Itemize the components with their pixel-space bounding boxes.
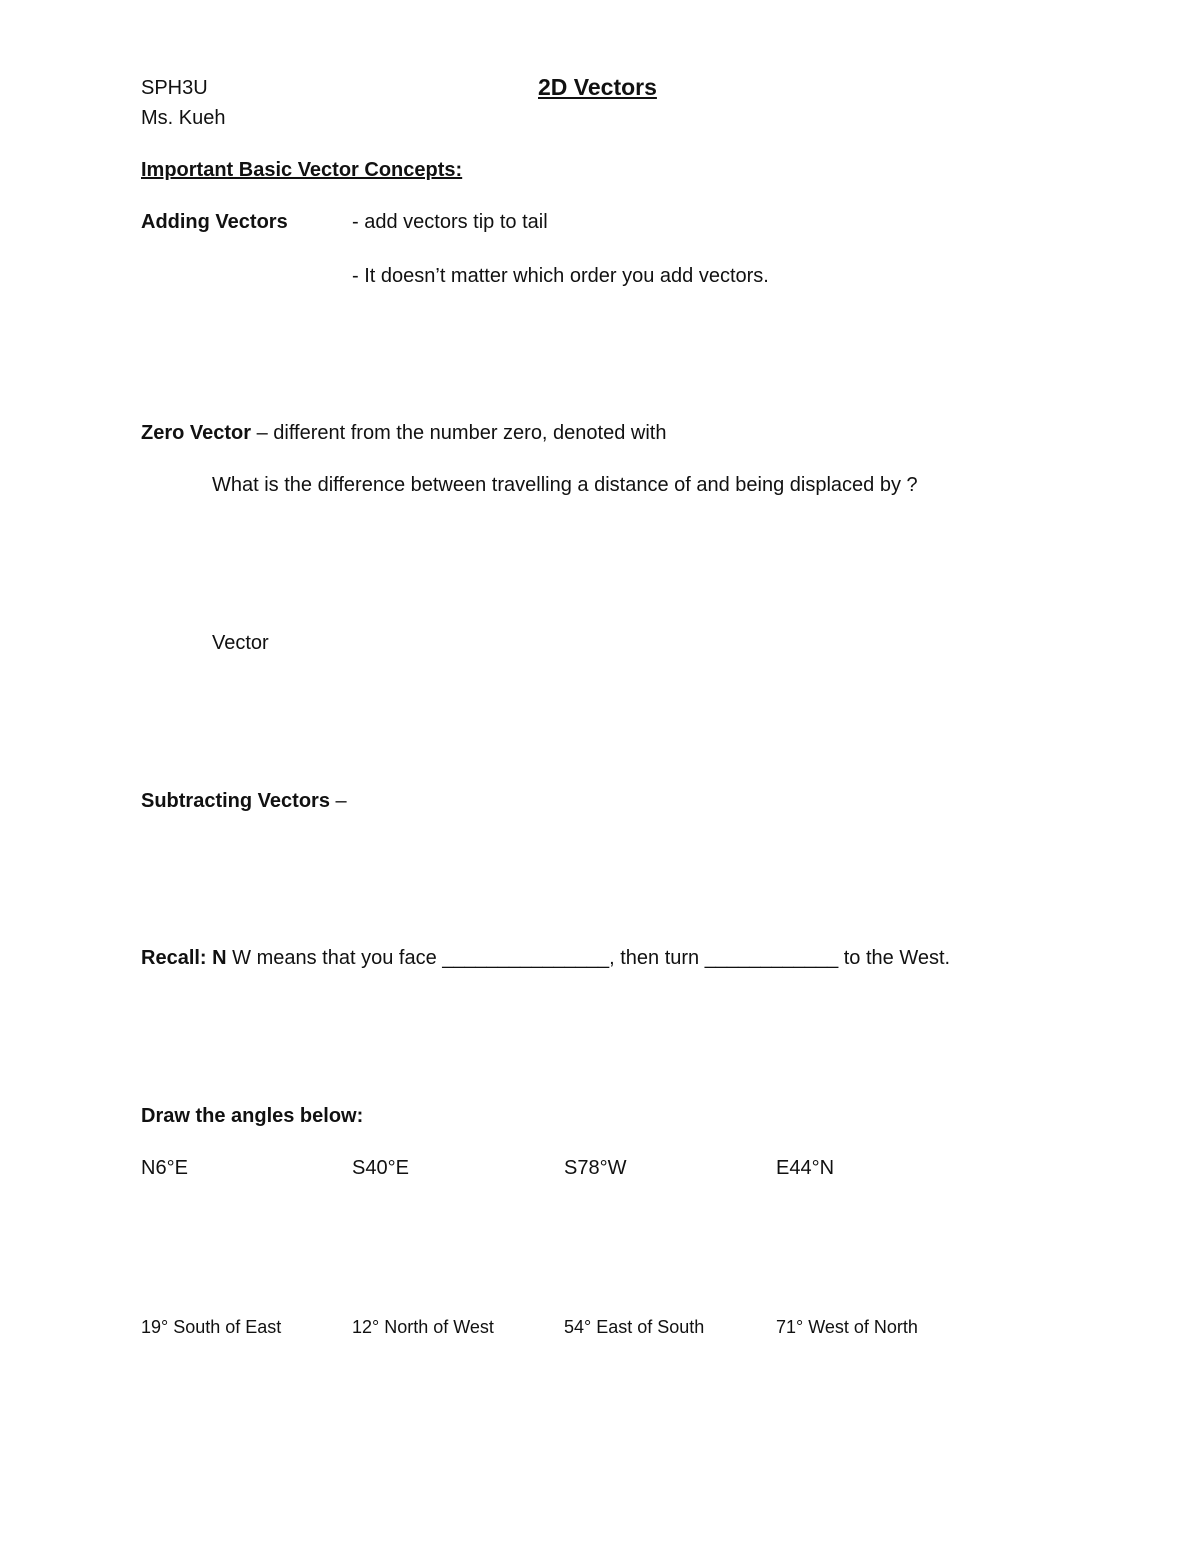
- course-code: SPH3U: [141, 77, 208, 99]
- zero-vector-question: What is the difference between travelling a distance of and being displaced by ?: [212, 474, 918, 496]
- angle-item: E44°N: [776, 1157, 835, 1179]
- teacher-name: Ms. Kueh: [141, 107, 226, 129]
- subtracting-vectors-label: Subtracting Vectors: [141, 790, 330, 812]
- adding-vectors-label: Adding Vectors: [141, 211, 288, 233]
- angles-heading: Draw the angles below:: [141, 1105, 364, 1127]
- zero-vector-label: Zero Vector: [141, 422, 252, 444]
- recall-line: [141, 946, 950, 970]
- adding-vectors-note-1: - add vectors tip to tail: [352, 211, 548, 233]
- angle-item: N6°E: [141, 1157, 188, 1179]
- vector-label: Vector: [212, 632, 269, 654]
- angle-item: 71° West of North: [776, 1317, 918, 1337]
- subtracting-vectors-line: [141, 789, 347, 813]
- adding-vectors-note-2: - It doesn’t matter which order you add vectors.: [352, 265, 769, 287]
- recall-label: Recall: N: [141, 947, 227, 969]
- zero-vector-text: – different from the number zero, denoted with: [251, 422, 667, 444]
- subtracting-vectors-dash: –: [329, 790, 347, 812]
- concepts-heading: Important Basic Vector Concepts:: [141, 159, 463, 181]
- angle-item: S40°E: [352, 1157, 409, 1179]
- angle-item: 19° South of East: [141, 1317, 282, 1337]
- recall-text: W means that you face _______________, then turn ____________ to the West.: [226, 947, 951, 969]
- page-title: 2D Vectors: [538, 74, 657, 100]
- angle-item: 54° East of South: [564, 1317, 705, 1337]
- angle-item: S78°W: [564, 1157, 627, 1179]
- zero-vector-line: [141, 421, 666, 445]
- angle-item: 12° North of West: [352, 1317, 494, 1337]
